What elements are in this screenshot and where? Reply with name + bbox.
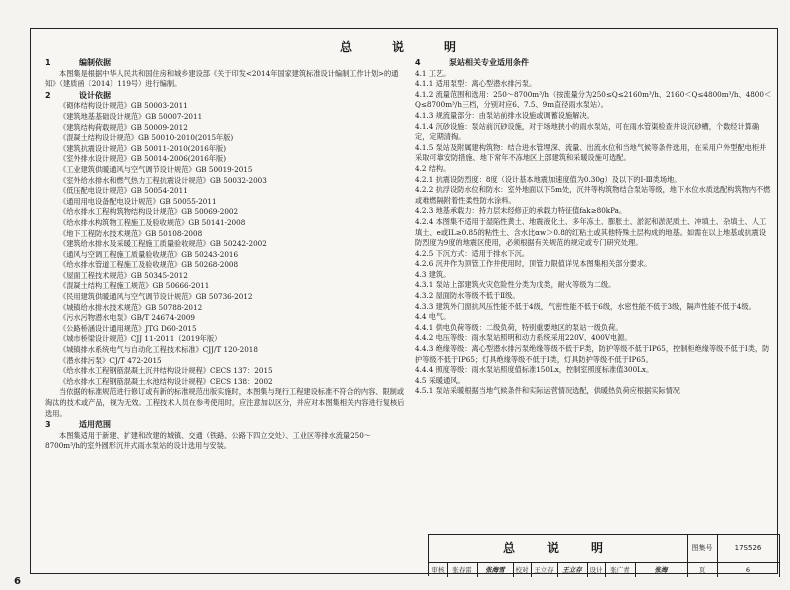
condition-paragraph: 4.2.5 下沉方式：适用于排水下沉。 [415, 248, 530, 258]
review-name: 张春雷 [447, 563, 478, 577]
condition-paragraph: 4.3.1 泵站上部建筑火灾危险性分类为戊类，耐火等级为二级。 [415, 280, 616, 290]
condition-paragraph: 4.2.2 抗浮设防水位和防水：室外地面以下5m处，沉井等构筑物结合泵站等级，地下水位水质选配构筑物内不燃或难燃隔附着性柔性防水涂料。 [415, 185, 771, 205]
condition-paragraph: 4.5.1 泵站采暖根据当地气候条件和实际运营情况选配，供暖热负荷应根据实际情况 [415, 386, 680, 396]
review-label: 审核 [429, 563, 448, 577]
standard-item: 《地下工程防水技术规范》GB 50108-2008 [59, 228, 203, 238]
check-label: 校对 [513, 563, 532, 577]
standard-item: 《城市桥梁设计规范》CJJ 11-2011（2019年版） [59, 334, 222, 344]
standard-item: 《潜水排污泵》CJ/T 472-2015 [59, 355, 162, 365]
condition-paragraph: 4.3 建筑。 [415, 269, 451, 279]
section-heading-4 [415, 58, 773, 69]
left-column [45, 57, 405, 452]
standard-item: 《屋面工程技术规范》GB 50345-2012 [59, 270, 188, 280]
condition-paragraph: 4.1.5 泵站及附属建构筑物：结合进水管埋深、流量、出流水位和当地气候等条件选用，在采用户外型配电柜并采取可靠安防措施、地下常年不冻地区上部建筑和采暖设施可选配。 [415, 142, 767, 163]
paragraph-scope: 本图集适用于新建、扩建和改建的城镇、交通（铁路、公路下四立交处）、工业区等排水流量250～8700m³/h的室外圆形沉井式雨水泵站的设计选用与安装。 [45, 430, 371, 451]
atlas-number: 17S526 [717, 535, 780, 562]
standard-item: 《室外排水设计规范》GB 50014-2006(2016年版) [59, 154, 227, 164]
section-title: 设计依据 [79, 90, 111, 100]
page-number-cell: 6 [717, 563, 780, 577]
check-signature: 王立存 [557, 563, 588, 577]
condition-paragraph: 4.4.3 绝缘等级：离心型潜水排污泵绝缘等级不低于F类，防护等级不低于IP65，控制柜绝缘等级不低于Ⅰ类，防护等级不低于IP65；灯具绝缘等级不低于Ⅰ类，灯具防护等级不低于IP65。 [415, 344, 770, 364]
standard-item: 《混凝土结构设计规范》GB 50010-2010(2015年版) [59, 133, 234, 143]
condition-paragraph: 4.2.4 本图集不适用于湿陷性黄土、地震液化土、多年冻土、膨胀土、淤泥和淤泥质土、冲填土、杂填土、人工填土、e或IL≥0.85的粘性土、含水比αw＞0.8的红粘土或其他特殊土层构成的地基。如需在以上地基或抗震设防烈度为9度的地震区使用，必须根据有关规范的规定或专门研究处理。 [415, 216, 767, 248]
standards-list [45, 101, 405, 387]
drawing-frame [30, 28, 778, 574]
section-number: 1 [45, 58, 51, 67]
title-block-name: 总 说 明 [429, 535, 688, 562]
standard-item: 《城镇给水排水技术规范》GB 50788-2012 [59, 302, 203, 312]
condition-paragraph: 4.4 电气。 [415, 312, 451, 322]
standard-item: 《混凝土结构工程施工规范》GB 50666-2011 [59, 281, 210, 291]
page-title: 总 说 明 [339, 40, 470, 54]
paragraph-note: 当依据的标准规范进行修订或有新的标准规范出版实施时，本图集与现行工程建设标准不符合的内容、限制或淘汰的技术或产品，视为无效。工程技术人员在参考使用时，应注意加以区分，并应对本图集相关内容进行复核后选用。 [45, 387, 405, 418]
title-block [428, 534, 780, 576]
standard-item: 《给水排水构筑物工程施工及验收规范》GB 50141-2008 [59, 217, 246, 227]
paragraph-basis: 本图集是根据中华人民共和国住房和城乡建设部《关于印发<2014年国家建筑标准设计编制工作计划>的通知》（建质函〔2014〕119号）进行编制。 [45, 68, 399, 89]
standard-item: 《低压配电设计规范》GB 50054-2011 [59, 186, 188, 196]
standard-item: 《民用建筑供暖通风与空气调节设计规范》GB 50736-2012 [59, 292, 253, 302]
standard-item: 《室外给水排水和燃气热力工程抗震设计规范》GB 50032-2003 [59, 175, 267, 185]
atlas-label: 图集号 [687, 535, 718, 562]
section-number: 4 [415, 58, 421, 67]
condition-paragraph: 4.5 采暖通风。 [415, 375, 465, 385]
standard-item: 《污水污物潜水电泵》GB/T 24674-2009 [59, 313, 195, 323]
condition-paragraph: 4.1.4 沉砂设施：泵站前沉砂设施，对于场地狭小的雨水泵站，可在雨水管渠检查井设沉砂槽，个数经计算确定，定期清掏。 [415, 121, 760, 142]
condition-paragraph: 4.3.3 建筑外门窗抗风压性能不低于4级，气密性能不低于6级，水密性能不低于3级，隔声性能不低于4级。 [415, 301, 756, 311]
section-title: 适用范围 [79, 420, 111, 430]
condition-paragraph: 4.3.2 屋面防水等级不低于Ⅱ级。 [415, 291, 520, 301]
design-label: 设计 [587, 563, 606, 577]
design-signature: 张海 [635, 563, 688, 577]
condition-paragraph: 4.1 工艺。 [415, 68, 451, 78]
condition-paragraph: 4.1.2 流量范围和选用：250～8700m³/h（按流量分为250≤Q≤2160m³/h、2160＜Q≤4800m³/h、4800＜Q≤8700m³/h三档，分别对应6、7.5、9m直径雨水泵站）。 [415, 89, 772, 110]
condition-paragraph: 4.2.1 抗震设防烈度：8度（设计基本地震加速度值为0.30g）及以下的Ⅰ-Ⅲ类场地。 [415, 174, 682, 184]
standard-item: 《工业建筑供暖通风与空气调节设计规范》GB 50019-2015 [59, 164, 253, 174]
condition-paragraph: 4.4.4 照度等级：雨水泵站照度值标准150Lx，控制室照度标准值300Lx。 [415, 365, 654, 375]
right-column [415, 57, 773, 397]
standard-item: 《通用用电设备配电设计规范》GB 50055-2011 [59, 196, 217, 206]
section-heading-2 [45, 91, 405, 102]
section-title: 编制依据 [79, 58, 111, 67]
condition-paragraph: 4.1.3 规流量部分：由泵站前排水设施或调蓄设施解决。 [415, 110, 594, 120]
standard-item: 《建筑抗震设计规范》GB 50011-2010(2016年版) [59, 143, 227, 153]
standard-item: 《城镇排水系统电气与自动化工程技术标准》CJJ/T 120-2018 [59, 345, 258, 355]
section-title: 泵站相关专业适用条件 [449, 58, 529, 67]
standard-item: 《给水排水工程钢筋混凝土水池结构设计规程》CECS 138：2002 [59, 376, 273, 386]
section-heading-3 [45, 420, 405, 431]
check-name: 王立存 [531, 563, 558, 577]
condition-paragraph: 4.4.2 电压等级：雨水泵站照明和动力系统采用220V、400V电源。 [415, 333, 632, 343]
standard-item: 《建筑结构荷载规范》GB 50009-2012 [59, 122, 188, 132]
standard-item: 《砌体结构设计规范》GB 50003-2011 [59, 101, 188, 111]
design-name: 张广青 [605, 563, 636, 577]
section-heading-1 [45, 58, 405, 69]
condition-paragraph: 4.2.3 地基承载力：持力层未经修正的承载力特征值fak≥80kPa。 [415, 206, 627, 216]
standard-item: 《通风与空调工程施工质量验收规范》GB 50243-2016 [59, 249, 239, 259]
page-number: 6 [14, 576, 21, 587]
conditions-list [415, 69, 773, 397]
standard-item: 《建筑给水排水及采暖工程施工质量验收规范》GB 50242-2002 [59, 239, 267, 249]
standard-item: 《公路桥涵设计通用规范》JTG D60-2015 [59, 323, 197, 333]
condition-paragraph: 4.2.6 沉井作为顶管工作井使用时，顶管力限值详见本图集相关部分要求。 [415, 259, 652, 269]
standard-item: 《给水排水管道工程施工及验收规范》GB 50268-2008 [59, 260, 239, 270]
standard-item: 《给水排水工程构筑物结构设计规范》GB 50069-2002 [59, 207, 239, 217]
review-signature: 张海雪 [477, 563, 514, 577]
standard-item: 《给水排水工程钢筋混凝土沉井结构设计规程》CECS 137：2015 [59, 366, 273, 376]
section-number: 3 [45, 420, 51, 430]
condition-paragraph: 4.2 结构。 [415, 163, 451, 173]
page-label: 页 [687, 563, 718, 577]
condition-paragraph: 4.1.1 适用泵型：离心型潜水排污泵。 [415, 79, 537, 89]
standard-item: 《建筑地基基础设计规范》GB 50007-2011 [59, 111, 203, 121]
section-number: 2 [45, 90, 51, 100]
condition-paragraph: 4.4.1 供电负荷等级：二级负荷，特别重要地区的泵站一级负荷。 [415, 322, 623, 332]
